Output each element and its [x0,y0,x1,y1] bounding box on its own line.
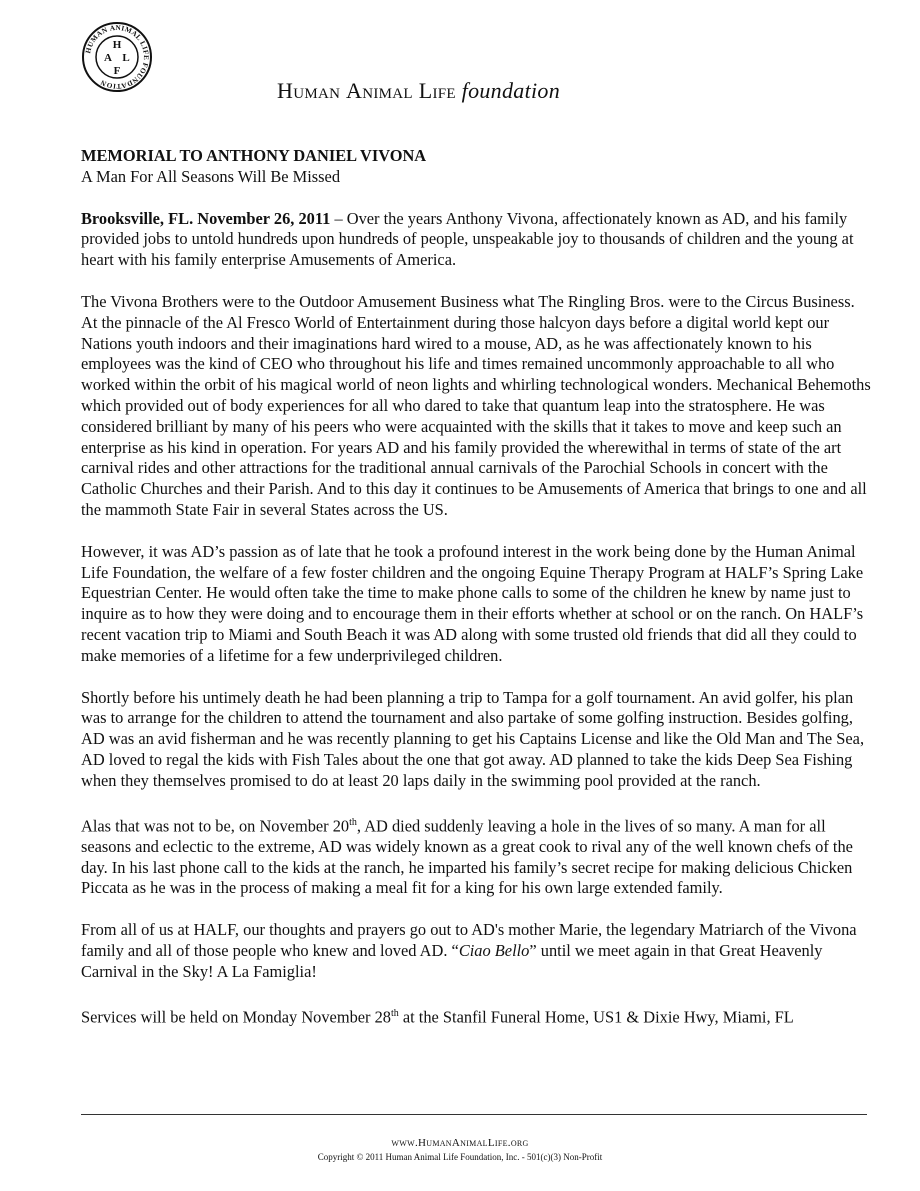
org-name-foundation: foundation [461,78,561,103]
paragraph-2: The Vivona Brothers were to the Outdoor Amusement Business what The Ringling Bros. were to the Circus Business. At the pinnacle of the Al Fresco World of Entertainment during those halcyon days before a digital world kept our Nations youth indoors and their imaginations hard wired to a mouse, AD, as he was affectionately known to his employees was the kind of CEO who throughout his life and times remained uncommonly approachable to all who worked within the orbit of his magical world of neon lights and whirling technological wonders. Mechanical Behemoths which provided out of body experiences for all who dared to take that quantum leap into the stratosphere. He was considered brilliant by many of his peers who were acquainted with the skills that it takes to move and keep such an enterprise as his kind in operation. For years AD and his family provided the wherewithal in terms of state of the art carnival rides and other attractions for the traditional annual carnivals of the Parochial Schools in concert with the Catholic Churches and their Parish. And to this day it continues to be Amusements of America that brings to one and all the mammoth State Fair in several States across the US. [81,291,871,519]
article-title: MEMORIAL TO ANTHONY DANIEL VIVONA [81,146,427,165]
seal-letter-h: H [112,39,122,51]
dateline: Brooksville, FL. November 26, 2011 [81,208,331,228]
memorial-article [81,146,871,1028]
org-name-animal: Animal [346,78,413,103]
paragraph-5-end: , AD died suddenly leaving a hole in the lives of so many. A man for all seasons and eclectic to the extreme, AD was widely known as a great cook to rival any of the well known chefs of the day. In his last phone call to the kids at the ranch, he imparted his family’s secret recipe for making delicious Chicken Piccata as he was in the process of making a meal fit for a king for his own large extended family. [81,815,853,898]
svg-text:HUMAN ANIMAL LIFE FOUNDATION [84,24,150,90]
org-name-life: Life [418,78,456,103]
services-end: at the Stanfil Funeral Home, US1 & Dixie Hwy, Miami, FL [398,1007,794,1027]
paragraph-6-start: From all of us at HALF, our thoughts and prayers go out to AD's mother Marie, the legendary Matriarch of the Vivona family and all of those people who knew and loved AD. “ [81,920,857,960]
paragraph-5 [81,813,871,900]
paragraph-6-end: ” until we meet again in that Great Heavenly Carnival in the Sky! A La Famiglia! [81,940,823,981]
seal-letter-l: L [122,52,130,64]
organization-name [277,78,560,104]
footer-copyright: Copyright © 2011 Human Animal Life Foundation, Inc. - 501(c)(3) Non-Profit [317,1152,603,1162]
services-start: Services will be held on Monday November 28 [81,1007,391,1027]
footer-divider [81,1114,867,1115]
paragraph-1 [81,209,871,271]
paragraph-6 [81,920,871,982]
services-notice [81,1004,871,1028]
article-subtitle: A Man For All Seasons Will Be Missed [81,166,341,186]
paragraph-1-text: – Over the years Anthony Vivona, affectionately known as AD, and his family provided jobs to untold hundreds upon hundreds of people, unspeakable joy to thousands of children and the young at heart with his family enterprise Amusements of America. [81,208,854,270]
foundation-seal-logo [81,21,153,93]
paragraph-4: Shortly before his untimely death he had been planning a trip to Tampa for a golf tournament. An avid golfer, his plan was to arrange for the children to attend the tournament and also partake of some golfing instruction. Besides golfing, AD was an avid fisherman and he was recently planning to get his Captains License and like the Old Man and The Sea, AD loved to regal the kids with Fish Tales about the one that got away. AD planned to take the kids Deep Sea Fishing when they themselves promised to do at least 20 laps daily in the swimming pool provided at the ranch. [81,687,865,790]
footer-website: www.HumanAnimalLife.org [391,1137,529,1149]
services-ordinal-suffix: th [391,1007,399,1019]
seal-letter-a: A [104,52,112,64]
paragraph-5-start: Alas that was not to be, on November 20 [81,815,350,835]
org-name-human: Human [277,78,341,103]
paragraph-3: However, it was AD’s passion as of late that he took a profound interest in the work being done by the Human Animal Life Foundation, the welfare of a few foster children and the ongoing Equine Therapy Program at HALF’s Spring Lake Equestrian Center. He would often take the time to make phone calls to some of the children he knew by name just to inquire as to how they were doing and to encourage them in their efforts whether at school or on the ranch. On HALF’s recent vacation trip to Miami and South Beach it was AD along with some trusted old friends that did all they could to make memories of a lifetime for a few underprivileged children. [81,541,864,665]
seal-letter-f: F [113,65,121,77]
ordinal-suffix: th [349,816,357,828]
seal-ring-text: HUMAN ANIMAL LIFE FOUNDATION [84,23,151,91]
paragraph-6-italic: Ciao Bello [458,940,530,960]
